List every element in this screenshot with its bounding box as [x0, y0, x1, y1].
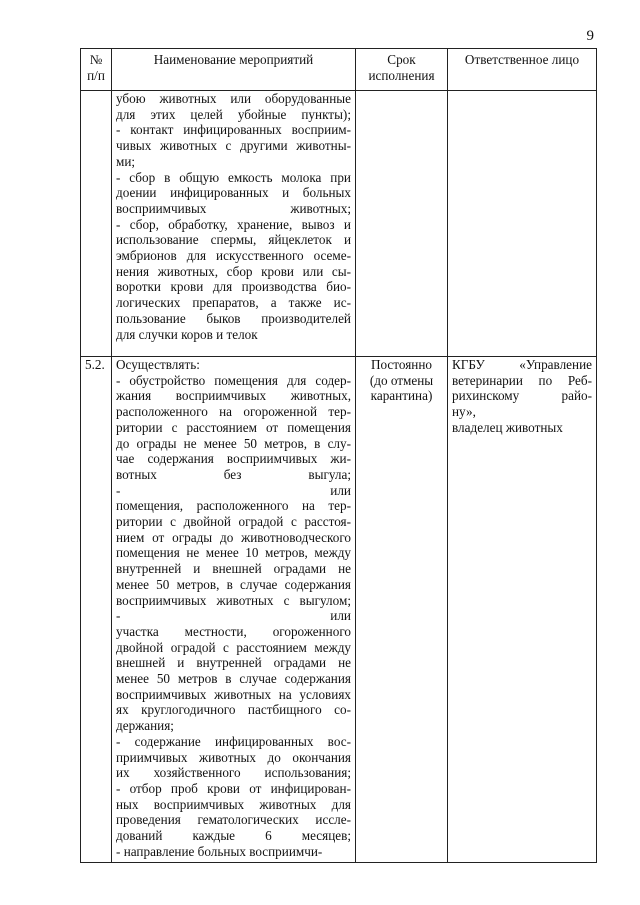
- header-responsible-label: Ответственное лицо: [464, 52, 580, 67]
- header-term-line: Срок: [387, 52, 416, 67]
- page-number: 9: [586, 28, 594, 44]
- header-term-line: исполнения: [368, 67, 435, 83]
- responsible-text-line: КГБУ «Управление: [452, 357, 592, 372]
- measure-text-line: менее 50 метров, в случае содержания: [116, 576, 351, 592]
- row-responsible: [448, 357, 597, 863]
- measure-text-line: вотных без выгула;: [116, 466, 351, 482]
- table-header: [81, 49, 597, 91]
- responsible-text-line: ну»,: [452, 404, 476, 420]
- responsible-text-line: ветеринарии по Реб-: [452, 372, 592, 388]
- measure-text-line: помещения не менее 10 метров, между: [116, 545, 351, 561]
- row-term: [356, 357, 448, 863]
- table-header-row: [81, 49, 597, 91]
- measure-text-line: нения животных, сбор крови или сы-: [116, 263, 351, 279]
- measure-text-line: - обустройство помещения для содер-: [116, 372, 351, 388]
- measure-text-line: участка местности, огороженного: [116, 623, 351, 639]
- measure-text-line: ритории с расстоянием от помещения: [116, 419, 351, 435]
- measure-text-line: - или: [116, 608, 351, 624]
- responsible-text-line: владелец животных: [452, 419, 563, 435]
- measure-text-line: логических препаратов, а также ис-: [116, 295, 351, 311]
- measure-text-line: ми;: [116, 153, 136, 169]
- table-row: [81, 91, 597, 357]
- term-text-line: Постоянно: [370, 357, 432, 372]
- measure-text-line: для этих целей убойные пункты);: [116, 106, 351, 122]
- measure-text-line: для случки коров и телок: [116, 326, 258, 342]
- measure-text-line: - или: [116, 482, 351, 498]
- measure-text-line: менее 50 метров в случае содержания: [116, 671, 351, 687]
- measure-text-line: ях круглогодичного пастбищного со-: [116, 702, 351, 718]
- measure-text-line: Осуществлять:: [116, 357, 200, 372]
- measure-text-line: использование спермы, яйцеклеток и: [116, 232, 351, 248]
- measure-text-line: - сбор в общую емкость молока при: [116, 169, 351, 185]
- header-measures: [112, 49, 356, 91]
- measure-text-line: доении инфицированных и больных: [116, 185, 351, 201]
- measure-text-line: нием от ограды до животноводческого: [116, 529, 351, 545]
- measure-text-line: дований каждые 6 месяцев;: [116, 828, 351, 844]
- row-term: [356, 91, 448, 357]
- measure-text-line: пользование быков производителей: [116, 310, 351, 326]
- measure-text-line: их хозяйственного использования;: [116, 765, 351, 781]
- measure-text-line: ных восприимчивых животных для: [116, 796, 351, 812]
- row-measure-text: [112, 357, 356, 863]
- measure-text-line: до ограды не менее 50 метров, в слу-: [116, 435, 351, 451]
- header-number-line: п/п: [87, 67, 105, 83]
- measure-text-line: чае содержания восприимчивых жи-: [116, 451, 351, 467]
- measure-text-line: - направление больных восприимчи-: [116, 843, 323, 859]
- measure-text-line: ритории с двойной оградой с расстоя-: [116, 514, 351, 530]
- measure-text-line: приимчивых животных до окончания: [116, 749, 351, 765]
- row-number: [81, 91, 112, 357]
- measure-text-line: воротки крови для производства био-: [116, 279, 351, 295]
- measure-text-line: - сбор, обработку, хранение, вывоз и: [116, 216, 351, 232]
- header-term: [356, 49, 448, 91]
- measure-text-line: эмбрионов для искусственного осеме-: [116, 248, 351, 264]
- measure-text-line: - отбор проб крови от инфицирован-: [116, 780, 351, 796]
- measure-text-line: держания;: [116, 718, 174, 734]
- measure-text-line: проведения гематологических иссле-: [116, 812, 351, 828]
- measure-text-line: восприимчивых животных;: [116, 200, 351, 216]
- header-responsible: [448, 49, 597, 91]
- measure-text-line: внешней и внутренней оградами не: [116, 655, 351, 671]
- table-row: [81, 357, 597, 863]
- header-number-line: №: [89, 52, 103, 67]
- table-body: [81, 91, 597, 863]
- responsible-text-line: рихинскому райо-: [452, 388, 592, 404]
- measures-table: [80, 48, 597, 863]
- row-number: 5.2.: [81, 357, 112, 863]
- measure-text-line: чивых животных с другими животны-: [116, 138, 351, 154]
- header-number: [81, 49, 112, 91]
- measure-text-line: жания восприимчивых животных,: [116, 388, 351, 404]
- measure-text-line: расположенного на огороженной тер-: [116, 404, 351, 420]
- measure-text-line: восприимчивых животных на условиях: [116, 686, 351, 702]
- measure-text-line: восприимчивых животных с выгулом;: [116, 592, 351, 608]
- term-text-line: (до отмены: [369, 372, 434, 388]
- measure-text-line: помещения, расположенного на тер-: [116, 498, 351, 514]
- row-measure-text: [112, 91, 356, 357]
- measure-text-line: убою животных или оборудованные: [116, 91, 351, 106]
- term-text-line: карантина): [370, 388, 433, 404]
- measure-text-line: двойной оградой с расстоянием между: [116, 639, 351, 655]
- header-measures-label: Наименование мероприятий: [153, 52, 314, 67]
- measure-text-line: - содержание инфицированных вос-: [116, 733, 351, 749]
- measure-text-line: - контакт инфицированных восприим-: [116, 122, 351, 138]
- measure-text-line: внутренней и внешней оградами не: [116, 561, 351, 577]
- row-responsible: [448, 91, 597, 357]
